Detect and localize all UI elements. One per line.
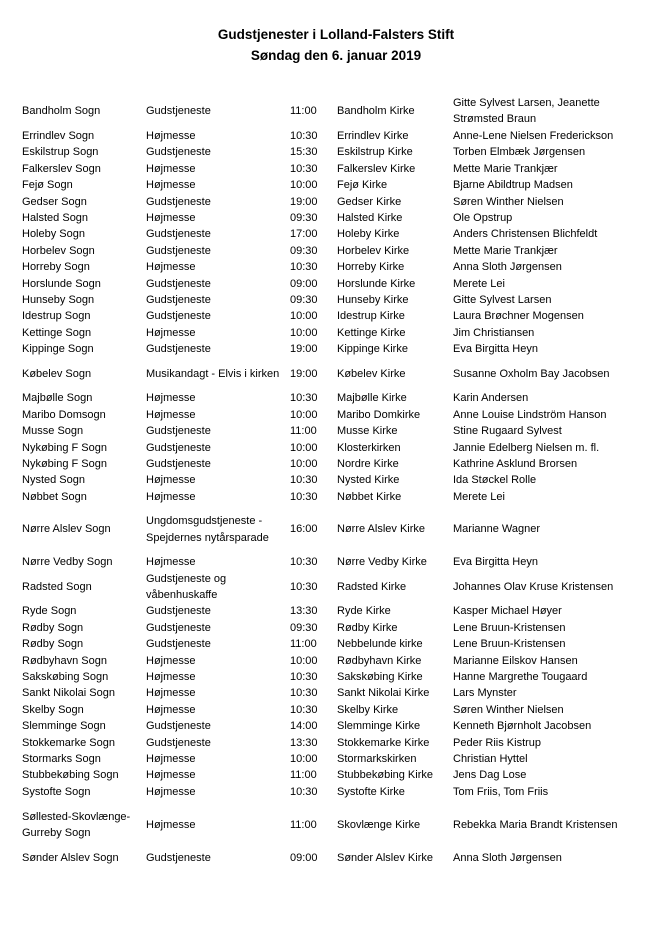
priest-cell: Lene Bruun-Kristensen (453, 621, 566, 634)
priest-cell: Merete Lei (453, 490, 505, 503)
priest-cell: Kathrine Asklund Brorsen (453, 457, 578, 470)
document-title: Gudstjenester i Lolland-Falsters Stift (217, 27, 455, 42)
priest-cell: Anna Sloth Jørgensen (453, 261, 562, 274)
service-type-cell: Gudstjeneste og våbenhuskaffe (146, 572, 227, 601)
priest-cell: Peder Riis Kistrup (453, 736, 542, 749)
parish-cell: Rødbyhavn Sogn (22, 654, 107, 667)
time-cell: 10:30 (290, 670, 318, 683)
priest-cell: Karin Andersen (453, 392, 529, 405)
church-cell: Stokkemarke Kirke (337, 736, 430, 749)
church-cell: Majbølle Kirke (337, 392, 407, 405)
table-row (22, 620, 628, 636)
time-cell: 09:30 (290, 294, 318, 307)
service-type-cell: Gudstjeneste (146, 605, 211, 618)
service-type-cell: Højmesse (146, 670, 196, 683)
service-type-cell: Ungdomsgudstjeneste - Spejdernes nytårsparade (146, 515, 269, 544)
parish-cell: Sønder Alslev Sogn (22, 852, 119, 865)
table-row (22, 735, 628, 751)
priest-cell: Laura Brøchner Mogensen (453, 310, 584, 323)
priest-cell: Merete Lei (453, 277, 505, 290)
service-type-cell: Gudstjeneste (146, 852, 211, 865)
table-row (22, 292, 628, 308)
table-row (22, 308, 628, 324)
parish-cell: Idestrup Sogn (22, 310, 91, 323)
time-cell: 19:00 (290, 195, 318, 208)
priest-cell: Torben Elmbæk Jørgensen (453, 146, 586, 159)
time-cell: 10:30 (290, 474, 318, 487)
church-cell: Slemminge Kirke (337, 720, 421, 733)
priest-cell: Jannie Edelberg Nielsen m. fl. (453, 441, 600, 454)
table-row (22, 194, 628, 210)
parish-cell: Stormarks Sogn (22, 753, 101, 765)
time-cell: 10:30 (290, 392, 318, 405)
church-cell: Stormarkskirken (337, 753, 417, 765)
table-row (22, 571, 628, 604)
church-cell: Horreby Kirke (337, 261, 405, 274)
table-row (22, 669, 628, 685)
table-row (22, 128, 628, 144)
parish-cell: Søllested-Skovlænge-Gurreby Sogn (22, 810, 131, 840)
time-cell: 09:00 (290, 277, 318, 290)
table-row (22, 144, 628, 160)
parish-cell: Rødby Sogn (22, 638, 84, 651)
table-row (22, 489, 628, 505)
table-row (22, 472, 628, 488)
parish-cell: Slemminge Sogn (22, 720, 106, 733)
time-cell: 10:30 (290, 785, 318, 798)
table-row (22, 407, 628, 423)
table-row (22, 702, 628, 718)
church-cell: Kippinge Kirke (337, 343, 408, 356)
time-cell: 10:00 (290, 326, 318, 339)
parish-cell: Falkerslev Sogn (22, 162, 101, 175)
service-type-cell: Højmesse (146, 687, 196, 700)
priest-cell: Jens Dag Lose (453, 769, 527, 782)
table-row (22, 800, 628, 850)
priest-cell: Mette Marie Trankjær (453, 244, 558, 257)
church-cell: Fejø Kirke (337, 179, 388, 192)
church-cell: Systofte Kirke (337, 785, 405, 798)
service-type-cell: Gudstjeneste (146, 310, 211, 323)
time-cell: 10:00 (290, 408, 318, 421)
service-type-cell: Gudstjeneste (146, 195, 211, 208)
time-cell: 10:30 (290, 130, 318, 142)
parish-cell: Ryde Sogn (22, 605, 77, 618)
priest-cell: Kenneth Bjørnholt Jacobsen (453, 720, 592, 733)
parish-cell: Errindlev Sogn (22, 130, 95, 142)
church-cell: Købelev Kirke (337, 367, 406, 380)
time-cell: 19:00 (290, 367, 318, 380)
time-cell: 10:30 (290, 490, 318, 503)
time-cell: 11:00 (290, 104, 317, 117)
service-type-cell: Gudstjeneste (146, 146, 211, 159)
church-cell: Bandholm Kirke (337, 104, 415, 117)
service-type-cell: Højmesse (146, 261, 196, 274)
priest-cell: Johannes Olav Kruse Kristensen (453, 580, 614, 593)
priest-cell: Gitte Sylvest Larsen, Jeanette Strømsted Braun (453, 96, 600, 125)
time-cell: 11:00 (290, 638, 317, 651)
church-cell: Nebbelunde kirke (337, 638, 423, 651)
church-cell: Eskilstrup Kirke (337, 146, 413, 159)
priest-cell: Marianne Wagner (453, 523, 541, 536)
church-cell: Hunseby Kirke (337, 294, 409, 307)
church-cell: Nysted Kirke (337, 474, 400, 487)
church-cell: Sønder Alslev Kirke (337, 852, 433, 865)
document-subtitle: Søndag den 6. januar 2019 (250, 48, 422, 63)
table-row (22, 784, 628, 800)
table-row (22, 440, 628, 456)
church-cell: Halsted Kirke (337, 212, 403, 225)
table-row (22, 226, 628, 242)
time-cell: 13:30 (290, 736, 318, 749)
service-type-cell: Musikandagt - Elvis i kirken (146, 367, 280, 380)
time-cell: 09:30 (290, 244, 318, 257)
table-row (22, 456, 628, 472)
priest-cell: Ole Opstrup (453, 212, 513, 225)
church-cell: Ryde Kirke (337, 605, 391, 618)
service-type-cell: Gudstjeneste (146, 638, 211, 651)
church-cell: Nøbbet Kirke (337, 490, 402, 503)
priest-cell: Eva Birgitta Heyn (453, 343, 538, 356)
table-row (22, 554, 628, 570)
table-row (22, 636, 628, 652)
church-cell: Kettinge Kirke (337, 326, 406, 339)
service-type-cell: Højmesse (146, 326, 196, 339)
priest-cell: Søren Winther Nielsen (453, 195, 564, 208)
time-cell: 10:00 (290, 310, 318, 323)
priest-cell: Anders Christensen Blichfeldt (453, 228, 598, 241)
parish-cell: Stokkemarke Sogn (22, 736, 115, 749)
service-type-cell: Højmesse (146, 785, 196, 798)
service-type-cell: Gudstjeneste (146, 244, 211, 257)
parish-cell: Nørre Vedby Sogn (22, 556, 113, 569)
priest-cell: Mette Marie Trankjær (453, 162, 558, 175)
priest-cell: Lene Bruun-Kristensen (453, 638, 566, 651)
church-cell: Sankt Nikolai Kirke (337, 687, 430, 700)
service-type-cell: Gudstjeneste (146, 736, 211, 749)
table-row (22, 603, 628, 619)
parish-cell: Gedser Sogn (22, 195, 87, 208)
service-schedule-table (22, 94, 628, 867)
service-type-cell: Gudstjeneste (146, 441, 211, 454)
time-cell: 10:00 (290, 457, 318, 470)
service-type-cell: Gudstjeneste (146, 425, 211, 438)
service-type-cell: Gudstjeneste (146, 228, 211, 241)
service-type-cell: Gudstjeneste (146, 277, 211, 290)
church-cell: Holeby Kirke (337, 228, 400, 241)
time-cell: 10:30 (290, 580, 318, 593)
service-type-cell: Højmesse (146, 703, 196, 716)
table-row (22, 177, 628, 193)
table-row (22, 358, 628, 391)
time-cell: 09:30 (290, 621, 318, 634)
document-header (0, 24, 672, 66)
parish-cell: Købelev Sogn (22, 367, 92, 380)
time-cell: 09:00 (290, 852, 318, 865)
table-row (22, 325, 628, 341)
service-type-cell: Højmesse (146, 130, 196, 142)
service-type-cell: Højmesse (146, 490, 196, 503)
parish-cell: Nysted Sogn (22, 474, 85, 487)
parish-cell: Radsted Sogn (22, 580, 92, 593)
priest-cell: Anne Louise Lindström Hanson (453, 408, 607, 421)
time-cell: 10:30 (290, 687, 318, 700)
priest-cell: Anne-Lene Nielsen Frederickson (453, 130, 614, 142)
parish-cell: Nykøbing F Sogn (22, 441, 107, 454)
time-cell: 10:30 (290, 162, 318, 175)
table-row (22, 505, 628, 554)
time-cell: 16:00 (290, 523, 318, 536)
church-cell: Rødby Kirke (337, 621, 398, 634)
parish-cell: Holeby Sogn (22, 228, 85, 241)
parish-cell: Sankt Nikolai Sogn (22, 687, 115, 700)
table-row (22, 685, 628, 701)
parish-cell: Stubbekøbing Sogn (22, 769, 119, 782)
church-cell: Stubbekøbing Kirke (337, 769, 433, 782)
service-type-cell: Højmesse (146, 212, 196, 225)
service-type-cell: Højmesse (146, 769, 196, 782)
time-cell: 10:00 (290, 441, 318, 454)
church-cell: Maribo Domkirke (337, 408, 421, 421)
parish-cell: Rødby Sogn (22, 621, 84, 634)
schedule-rows (22, 94, 628, 867)
time-cell: 10:00 (290, 179, 318, 192)
church-cell: Nørre Vedby Kirke (337, 556, 427, 569)
time-cell: 15:30 (290, 146, 318, 159)
parish-cell: Bandholm Sogn (22, 104, 101, 117)
parish-cell: Maribo Domsogn (22, 408, 106, 421)
priest-cell: Kasper Michael Høyer (453, 605, 562, 618)
church-cell: Skovlænge Kirke (337, 819, 421, 832)
parish-cell: Horbelev Sogn (22, 244, 95, 257)
table-row (22, 341, 628, 357)
church-cell: Gedser Kirke (337, 195, 402, 208)
service-type-cell: Højmesse (146, 654, 196, 667)
parish-cell: Hunseby Sogn (22, 294, 95, 307)
priest-cell: Jim Christiansen (453, 326, 535, 339)
time-cell: 13:30 (290, 605, 318, 618)
table-row (22, 751, 628, 767)
church-cell: Falkerslev Kirke (337, 162, 416, 175)
priest-cell: Susanne Oxholm Bay Jacobsen (453, 367, 610, 380)
church-cell: Nørre Alslev Kirke (337, 523, 426, 536)
table-row (22, 850, 628, 866)
priest-cell: Søren Winther Nielsen (453, 703, 564, 716)
time-cell: 17:00 (290, 228, 318, 241)
time-cell: 10:00 (290, 654, 318, 667)
time-cell: 11:00 (290, 425, 317, 438)
parish-cell: Skelby Sogn (22, 703, 84, 716)
priest-cell: Lars Mynster (453, 687, 517, 700)
time-cell: 11:00 (290, 819, 317, 832)
table-row (22, 767, 628, 783)
time-cell: 10:30 (290, 703, 318, 716)
table-row (22, 653, 628, 669)
service-type-cell: Højmesse (146, 179, 196, 192)
church-cell: Skelby Kirke (337, 703, 399, 716)
service-type-cell: Gudstjeneste (146, 457, 211, 470)
priest-cell: Tom Friis, Tom Friis (453, 785, 549, 798)
priest-cell: Anna Sloth Jørgensen (453, 852, 562, 865)
parish-cell: Nørre Alslev Sogn (22, 523, 111, 536)
service-type-cell: Gudstjeneste (146, 104, 211, 117)
time-cell: 19:00 (290, 343, 318, 356)
service-type-cell: Højmesse (146, 392, 196, 405)
priest-cell: Rebekka Maria Brandt Kristensen (453, 819, 618, 832)
parish-cell: Sakskøbing Sogn (22, 670, 109, 683)
church-cell: Rødbyhavn Kirke (337, 654, 422, 667)
service-type-cell: Højmesse (146, 819, 196, 832)
church-cell: Sakskøbing Kirke (337, 670, 423, 683)
time-cell: 14:00 (290, 720, 318, 733)
table-row (22, 423, 628, 439)
time-cell: 10:00 (290, 753, 318, 765)
service-type-cell: Højmesse (146, 753, 196, 765)
priest-cell: Eva Birgitta Heyn (453, 556, 538, 569)
service-type-cell: Højmesse (146, 556, 196, 569)
service-type-cell: Højmesse (146, 162, 196, 175)
parish-cell: Halsted Sogn (22, 212, 89, 225)
priest-cell: Marianne Eilskov Hansen (453, 654, 578, 667)
table-row (22, 210, 628, 226)
church-cell: Idestrup Kirke (337, 310, 405, 323)
table-row (22, 94, 628, 128)
parish-cell: Kettinge Sogn (22, 326, 92, 339)
church-cell: Errindlev Kirke (337, 130, 409, 142)
parish-cell: Majbølle Sogn (22, 392, 93, 405)
time-cell: 10:30 (290, 261, 318, 274)
time-cell: 09:30 (290, 212, 318, 225)
parish-cell: Eskilstrup Sogn (22, 146, 99, 159)
church-cell: Musse Kirke (337, 425, 398, 438)
church-cell: Klosterkirken (337, 441, 401, 454)
service-type-cell: Højmesse (146, 474, 196, 487)
church-cell: Horslunde Kirke (337, 277, 416, 290)
priest-cell: Stine Rugaard Sylvest (453, 425, 562, 438)
service-type-cell: Gudstjeneste (146, 294, 211, 307)
parish-cell: Kippinge Sogn (22, 343, 94, 356)
church-cell: Radsted Kirke (337, 580, 407, 593)
priest-cell: Bjarne Abildtrup Madsen (453, 179, 573, 192)
parish-cell: Musse Sogn (22, 425, 84, 438)
church-cell: Horbelev Kirke (337, 244, 410, 257)
priest-cell: Ida Støckel Rolle (453, 474, 537, 487)
time-cell: 10:30 (290, 556, 318, 569)
church-cell: Nordre Kirke (337, 457, 399, 470)
parish-cell: Nykøbing F Sogn (22, 457, 107, 470)
service-type-cell: Højmesse (146, 408, 196, 421)
table-row (22, 718, 628, 734)
parish-cell: Systofte Sogn (22, 785, 91, 798)
service-type-cell: Gudstjeneste (146, 621, 211, 634)
parish-cell: Horreby Sogn (22, 261, 90, 274)
table-row (22, 276, 628, 292)
service-type-cell: Gudstjeneste (146, 720, 211, 733)
service-type-cell: Gudstjeneste (146, 343, 211, 356)
table-row (22, 259, 628, 275)
priest-cell: Hanne Margrethe Tougaard (453, 670, 588, 683)
table-row (22, 243, 628, 259)
parish-cell: Nøbbet Sogn (22, 490, 87, 503)
priest-cell: Gitte Sylvest Larsen (453, 294, 552, 307)
parish-cell: Fejø Sogn (22, 179, 73, 192)
parish-cell: Horslunde Sogn (22, 277, 101, 290)
time-cell: 11:00 (290, 769, 317, 782)
priest-cell: Christian Hyttel (453, 753, 528, 765)
table-row (22, 161, 628, 177)
table-row (22, 390, 628, 406)
